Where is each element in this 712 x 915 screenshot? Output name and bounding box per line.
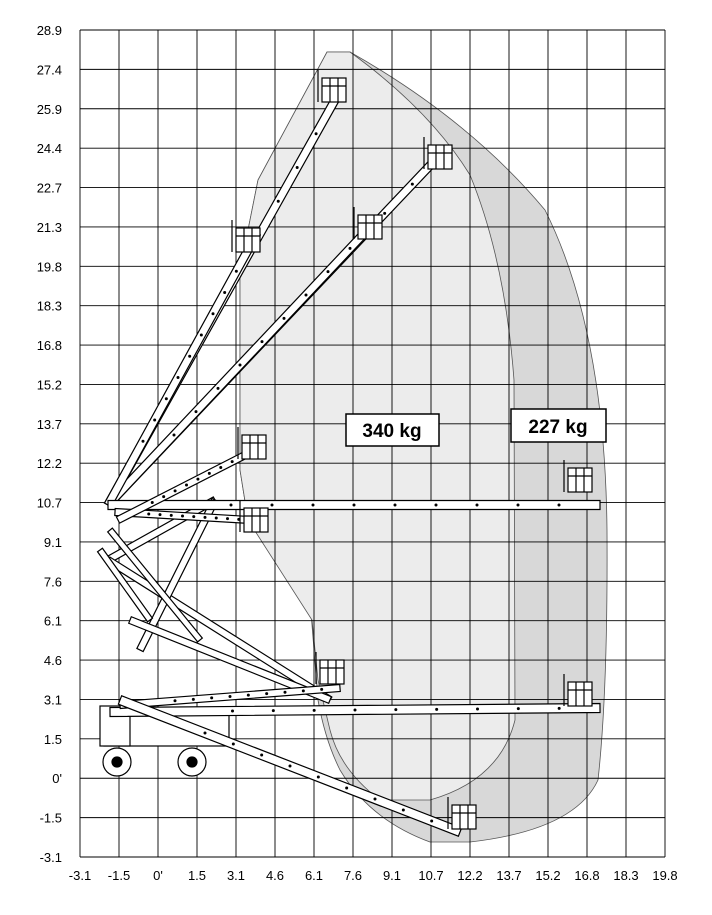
y-tick-label: 0' xyxy=(52,771,62,787)
y-tick-label: 27.4 xyxy=(36,62,62,78)
y-tick-label: 7.6 xyxy=(43,574,62,590)
x-tick-label: 19.8 xyxy=(652,868,678,883)
x-tick-label: 4.6 xyxy=(265,868,285,883)
y-tick-label: 10.7 xyxy=(36,495,62,511)
y-tick-label: 1.5 xyxy=(43,731,62,747)
x-axis-ticks xyxy=(69,868,678,883)
label-227kg: 227 kg xyxy=(528,417,588,438)
y-tick-label: -1.5 xyxy=(39,810,62,826)
x-tick-label: 6.1 xyxy=(304,868,324,883)
x-tick-label: 0' xyxy=(153,868,163,883)
y-tick-label: 16.8 xyxy=(36,338,62,354)
y-tick-label: 3.1 xyxy=(43,692,62,708)
y-tick-label: 21.3 xyxy=(36,219,62,235)
y-tick-label: -3.1 xyxy=(39,850,62,865)
y-tick-label: 6.1 xyxy=(43,613,62,629)
x-tick-label: 10.7 xyxy=(418,868,444,883)
y-tick-label: 28.9 xyxy=(36,23,62,38)
x-tick-label: -3.1 xyxy=(68,868,92,883)
y-axis-ticks xyxy=(37,23,62,865)
x-tick-label: 13.7 xyxy=(496,868,522,883)
label-340kg: 340 kg xyxy=(362,421,422,442)
y-tick-label: 18.3 xyxy=(36,298,62,314)
y-tick-label: 15.2 xyxy=(36,377,62,393)
x-tick-label: 1.5 xyxy=(187,868,207,883)
y-tick-label: 12.2 xyxy=(36,456,62,472)
y-tick-label: 24.4 xyxy=(36,141,62,157)
x-tick-label: 18.3 xyxy=(613,868,639,883)
x-tick-label: 7.6 xyxy=(343,868,363,883)
y-tick-label: 25.9 xyxy=(36,101,62,117)
y-tick-label: 13.7 xyxy=(36,416,62,432)
x-tick-label: 12.2 xyxy=(457,868,483,883)
y-tick-label: 22.7 xyxy=(36,180,62,196)
y-tick-label: 9.1 xyxy=(43,534,62,550)
y-tick-label: 19.8 xyxy=(36,259,62,275)
x-tick-label: 15.2 xyxy=(535,868,561,883)
x-tick-label: 9.1 xyxy=(382,868,402,883)
x-tick-label: 3.1 xyxy=(226,868,246,883)
y-tick-label: 4.6 xyxy=(43,653,62,669)
x-tick-label: -1.5 xyxy=(107,868,131,883)
x-tick-label: 16.8 xyxy=(574,868,600,883)
